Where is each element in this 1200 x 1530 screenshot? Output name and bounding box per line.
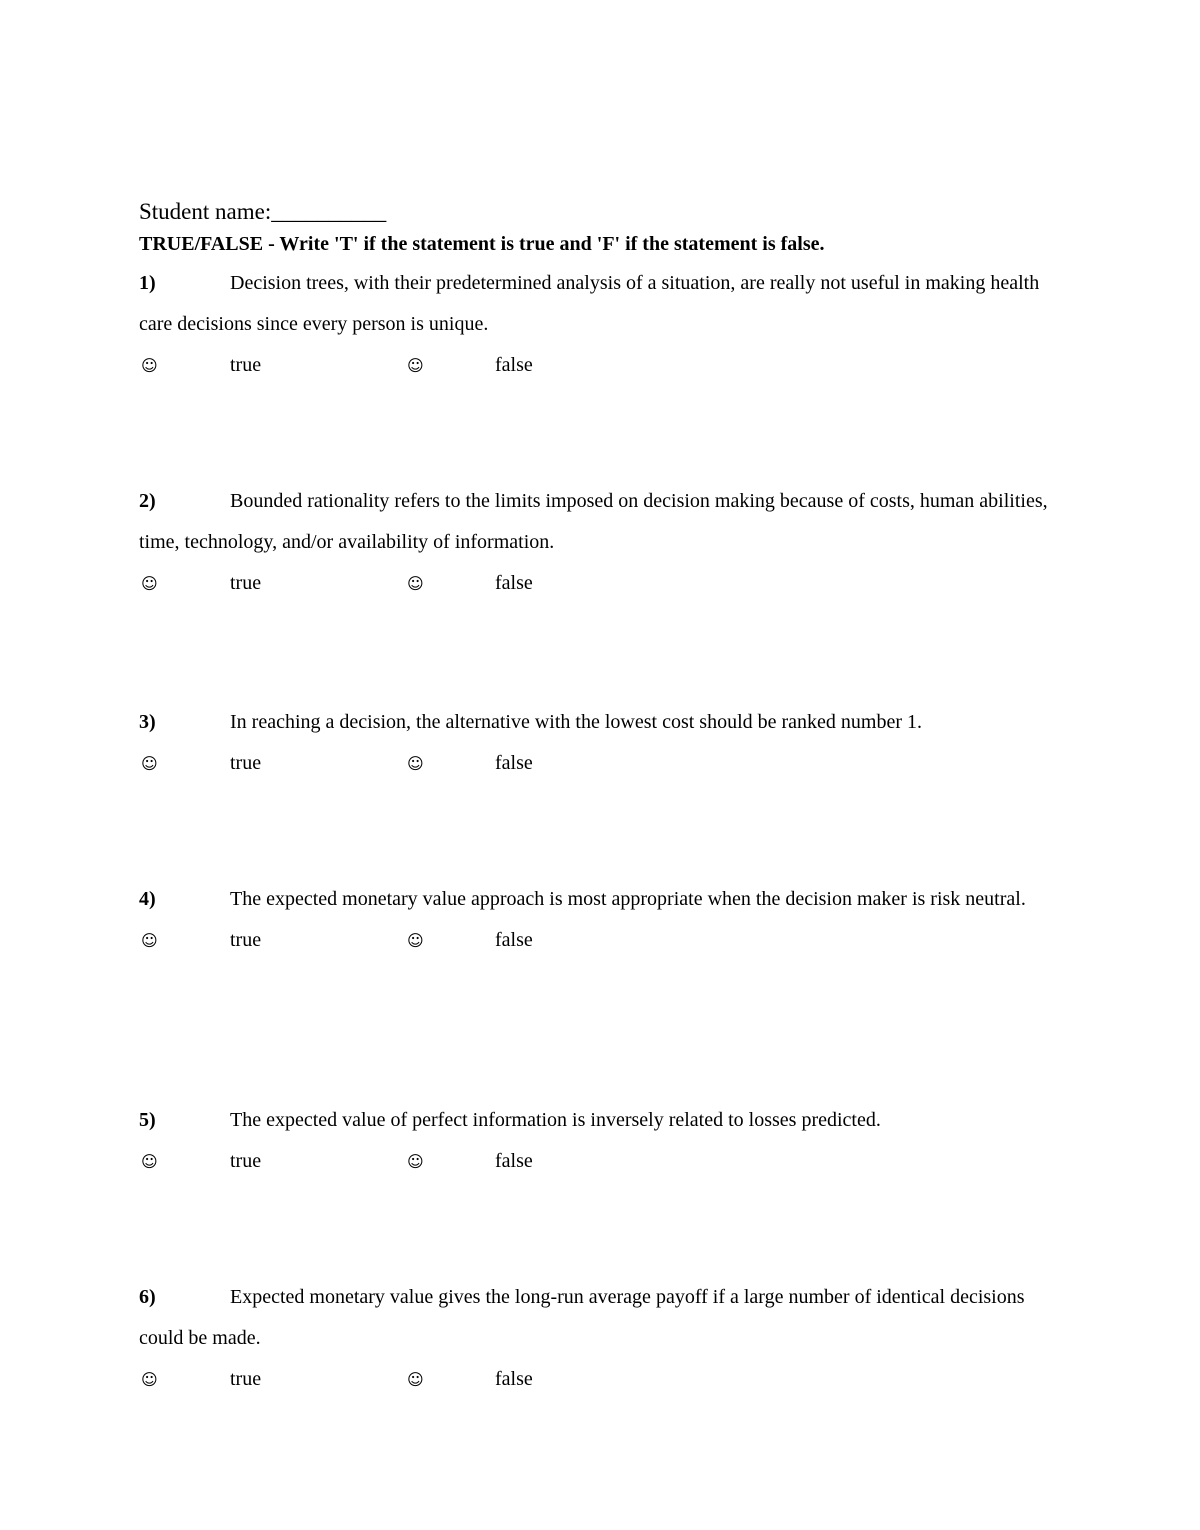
question-number: 2) bbox=[139, 490, 156, 512]
student-name-blank[interactable]: __________ bbox=[271, 199, 387, 224]
false-option-label[interactable]: false bbox=[495, 929, 533, 951]
false-option-icon[interactable]: ☺ bbox=[407, 574, 424, 593]
false-option-icon[interactable]: ☺ bbox=[407, 1152, 424, 1171]
question-2 bbox=[139, 481, 1059, 604]
question-number: 1) bbox=[139, 272, 156, 294]
question-text: Decision trees, with their predetermined analysis of a situation, are really not useful in making health care decisions since every person is unique. bbox=[139, 272, 1040, 335]
student-name-line bbox=[139, 198, 386, 226]
question-text: In reaching a decision, the alternative with the lowest cost should be ranked number 1. bbox=[230, 711, 923, 733]
question-number: 5) bbox=[139, 1109, 156, 1131]
true-option-icon[interactable]: ☺ bbox=[141, 356, 158, 375]
question-number: 4) bbox=[139, 888, 156, 910]
question-1 bbox=[139, 263, 1059, 386]
true-option-label[interactable]: true bbox=[230, 572, 262, 594]
false-option-label[interactable]: false bbox=[495, 752, 533, 774]
question-5 bbox=[139, 1100, 1059, 1182]
question-6-text-block bbox=[139, 1277, 1059, 1359]
false-option-label[interactable]: false bbox=[495, 354, 533, 376]
question-5-text-block bbox=[139, 1100, 1059, 1141]
true-option-label[interactable]: true bbox=[230, 1150, 262, 1172]
question-number: 3) bbox=[139, 711, 156, 733]
question-4-text-block bbox=[139, 879, 1059, 920]
student-name-label: Student name: bbox=[139, 199, 272, 224]
false-option-icon[interactable]: ☺ bbox=[407, 356, 424, 375]
true-option-label[interactable]: true bbox=[230, 1368, 262, 1390]
question-text: Bounded rationality refers to the limits imposed on decision making because of costs, human abilities, time, technology, and/or availability of information. bbox=[139, 490, 1048, 553]
false-option-label[interactable]: false bbox=[495, 1150, 533, 1172]
question-3-text-block bbox=[139, 702, 1059, 743]
question-text: Expected monetary value gives the long-run average payoff if a large number of identical decisions could be made. bbox=[139, 1286, 1025, 1349]
false-option-icon[interactable]: ☺ bbox=[407, 754, 424, 773]
question-1-text-block bbox=[139, 263, 1059, 345]
answer-options bbox=[139, 920, 1059, 961]
true-option-icon[interactable]: ☺ bbox=[141, 754, 158, 773]
answer-options bbox=[139, 743, 1059, 784]
question-3 bbox=[139, 702, 1059, 784]
true-option-icon[interactable]: ☺ bbox=[141, 1152, 158, 1171]
false-option-icon[interactable]: ☺ bbox=[407, 931, 424, 950]
question-4 bbox=[139, 879, 1059, 961]
answer-options bbox=[139, 345, 1059, 386]
true-option-icon[interactable]: ☺ bbox=[141, 931, 158, 950]
answer-options bbox=[139, 1359, 1059, 1400]
false-option-icon[interactable]: ☺ bbox=[407, 1370, 424, 1389]
answer-options bbox=[139, 563, 1059, 604]
question-2-text-block bbox=[139, 481, 1059, 563]
false-option-label[interactable]: false bbox=[495, 572, 533, 594]
answer-options bbox=[139, 1141, 1059, 1182]
true-option-icon[interactable]: ☺ bbox=[141, 574, 158, 593]
question-text: The expected monetary value approach is most appropriate when the decision maker is risk neutral. bbox=[230, 888, 1026, 910]
question-6 bbox=[139, 1277, 1059, 1400]
true-option-label[interactable]: true bbox=[230, 752, 262, 774]
true-option-icon[interactable]: ☺ bbox=[141, 1370, 158, 1389]
false-option-label[interactable]: false bbox=[495, 1368, 533, 1390]
instructions-heading: TRUE/FALSE - Write 'T' if the statement is true and 'F' if the statement is false. bbox=[139, 233, 825, 255]
true-option-label[interactable]: true bbox=[230, 354, 262, 376]
question-text: The expected value of perfect information is inversely related to losses predicted. bbox=[230, 1109, 881, 1131]
true-option-label[interactable]: true bbox=[230, 929, 262, 951]
question-number: 6) bbox=[139, 1286, 156, 1308]
